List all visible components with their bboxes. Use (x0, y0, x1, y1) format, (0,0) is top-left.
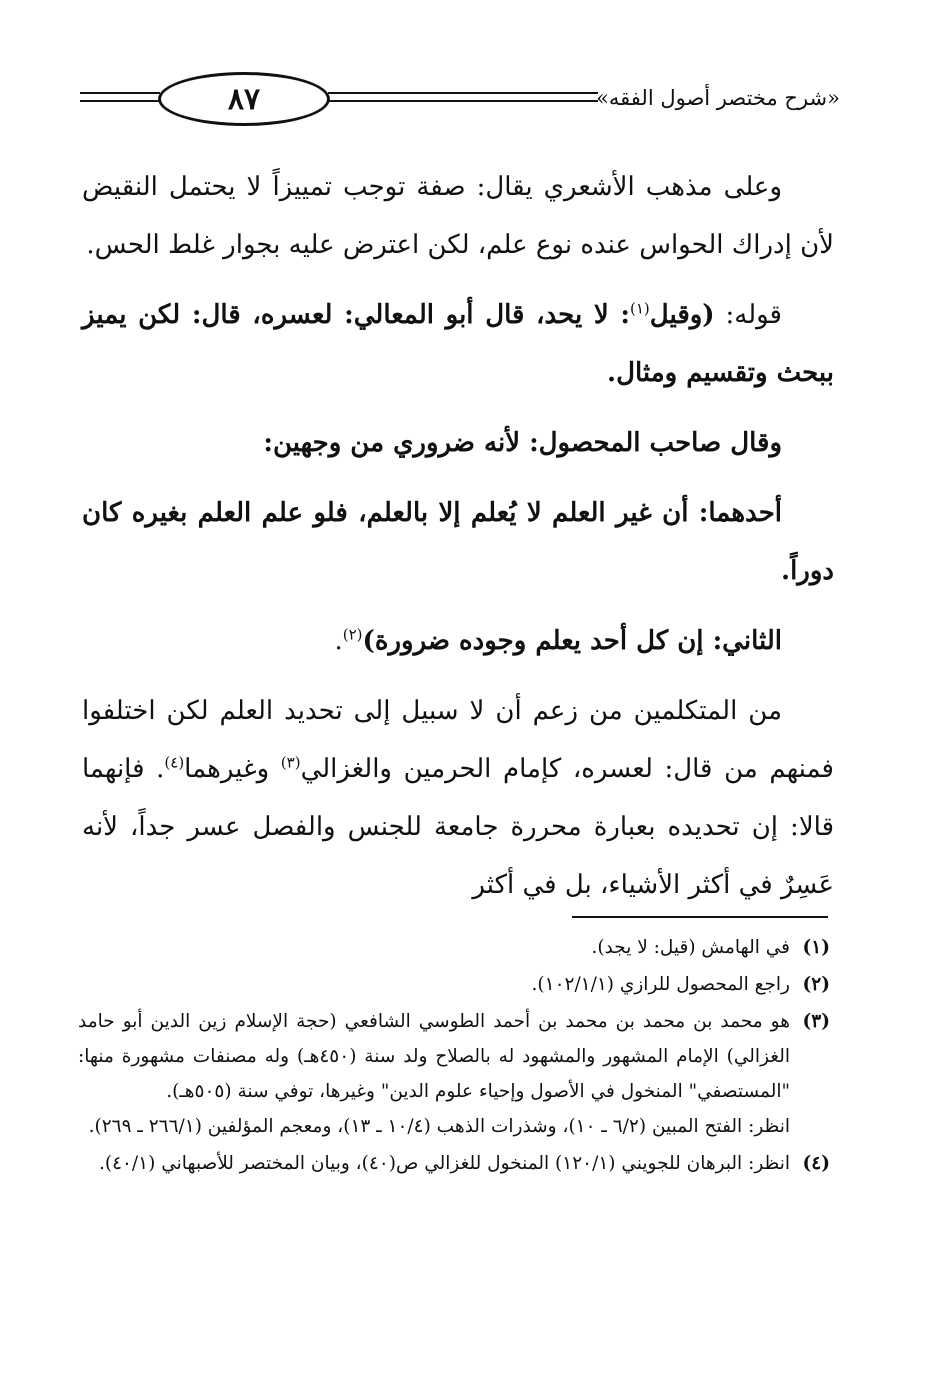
main-text (82, 158, 834, 926)
footnote-text: راجع المحصول للرازي (١٠٢/١/١). (531, 974, 790, 995)
footnote-1 (78, 930, 830, 965)
footnote-text: انظر: الفتح المبين (٦/٢ ـ ١٠)، وشذرات الذهب (١٠/٤ ـ ١٣)، ومعجم المؤلفين (٢٦٦/١ ـ ٢٦٩). (88, 1116, 790, 1137)
paragraph-4 (82, 484, 834, 600)
quoted-text-a: (وقيل (649, 300, 715, 330)
paragraph-6-text-c: . فإنهما قالا: إن تحديده بعبارة محررة جامعة للجنس والفصل عسر جداً، لأنه عَسِرٌ في أكثر الأشياء، بل في أكثر (82, 754, 834, 900)
footnotes (78, 930, 830, 1183)
paragraph-1 (82, 158, 834, 274)
paragraph-5-end: . (334, 626, 343, 656)
paragraph-4-text: أحدهما: أن غير العلم لا يُعلم إلا بالعلم، فلو علم العلم بغيره كان دوراً. (82, 498, 834, 586)
footnote-ref-3: (٣) (280, 753, 301, 772)
footnote-text: انظر: البرهان للجويني (١٢٠/١) المنخول للغزالي ص(٤٠)، وبيان المختصر للأصبهاني (٤٠/١). (98, 1153, 790, 1174)
footnote-number: (٣) (802, 1011, 830, 1032)
footnote-2 (78, 967, 830, 1002)
footnote-text: هو محمد بن محمد بن محمد بن أحمد الطوسي الشافعي (حجة الإسلام زين الدين أبو حامد الغزالي) الإمام المشهور والمشهود له بالصلاح ولد سنة (٤٥٠هـ) وله مصنفات مشهورة منها: "المستصفي" المنخول في الأصول وإحياء علوم الدين" وغيرها، توفي سنة (٥٠٥هـ). (78, 1011, 790, 1102)
footnote-text: في الهامش (قيل: لا يجد). (591, 937, 790, 958)
paragraph-3-text: وقال صاحب المحصول: لأنه ضروري من وجهين: (263, 428, 782, 458)
running-title: «شرح مختصر أصول الفقه» (596, 86, 840, 110)
footnote-separator (572, 916, 828, 918)
paragraph-1-text: وعلى مذهب الأشعري يقال: صفة توجب تمييزاً لا يحتمل النقيض لأن إدراك الحواس عنده نوع علم، لكن اعترض عليه بجوار غلط الحس. (82, 172, 834, 260)
page-number: ٨٧ (158, 72, 330, 126)
page-header (80, 66, 840, 130)
quoted-text-b: : لا يحد، قال أبو المعالي: لعسره، قال: لكن يميز ببحث وتقسيم ومثال. (82, 300, 834, 388)
paragraph-5 (82, 612, 834, 670)
footnote-number: (٢) (802, 974, 830, 995)
paragraph-2-lead: قوله: (714, 300, 782, 330)
footnote-ref-4: (٤) (164, 753, 185, 772)
header-rule-right-bottom (328, 100, 598, 102)
paragraph-2 (82, 286, 834, 402)
header-rule-left-top (80, 92, 160, 94)
header-rule-right-top (328, 92, 598, 94)
footnote-3 (78, 1004, 830, 1144)
paragraph-6 (82, 682, 834, 914)
footnote-ref-2: (٢) (342, 625, 363, 644)
paragraph-6-text-a: من المتكلمين من زعم أن لا سبيل إلى تحديد العلم لكن اختلفوا فمنهم من قال: لعسره، كإمام الحرمين والغزالي (82, 696, 834, 784)
paragraph-5-text: الثاني: إن كل أحد يعلم وجوده ضرورة) (362, 626, 782, 656)
header-rule-left-bottom (80, 100, 160, 102)
paragraph-3 (82, 414, 834, 472)
footnote-ref-1: (١) (630, 299, 650, 318)
footnote-number: (٤) (802, 1153, 830, 1174)
paragraph-6-text-b: وغيرهما (184, 754, 281, 784)
footnote-4 (78, 1146, 830, 1181)
footnote-number: (١) (802, 937, 830, 958)
